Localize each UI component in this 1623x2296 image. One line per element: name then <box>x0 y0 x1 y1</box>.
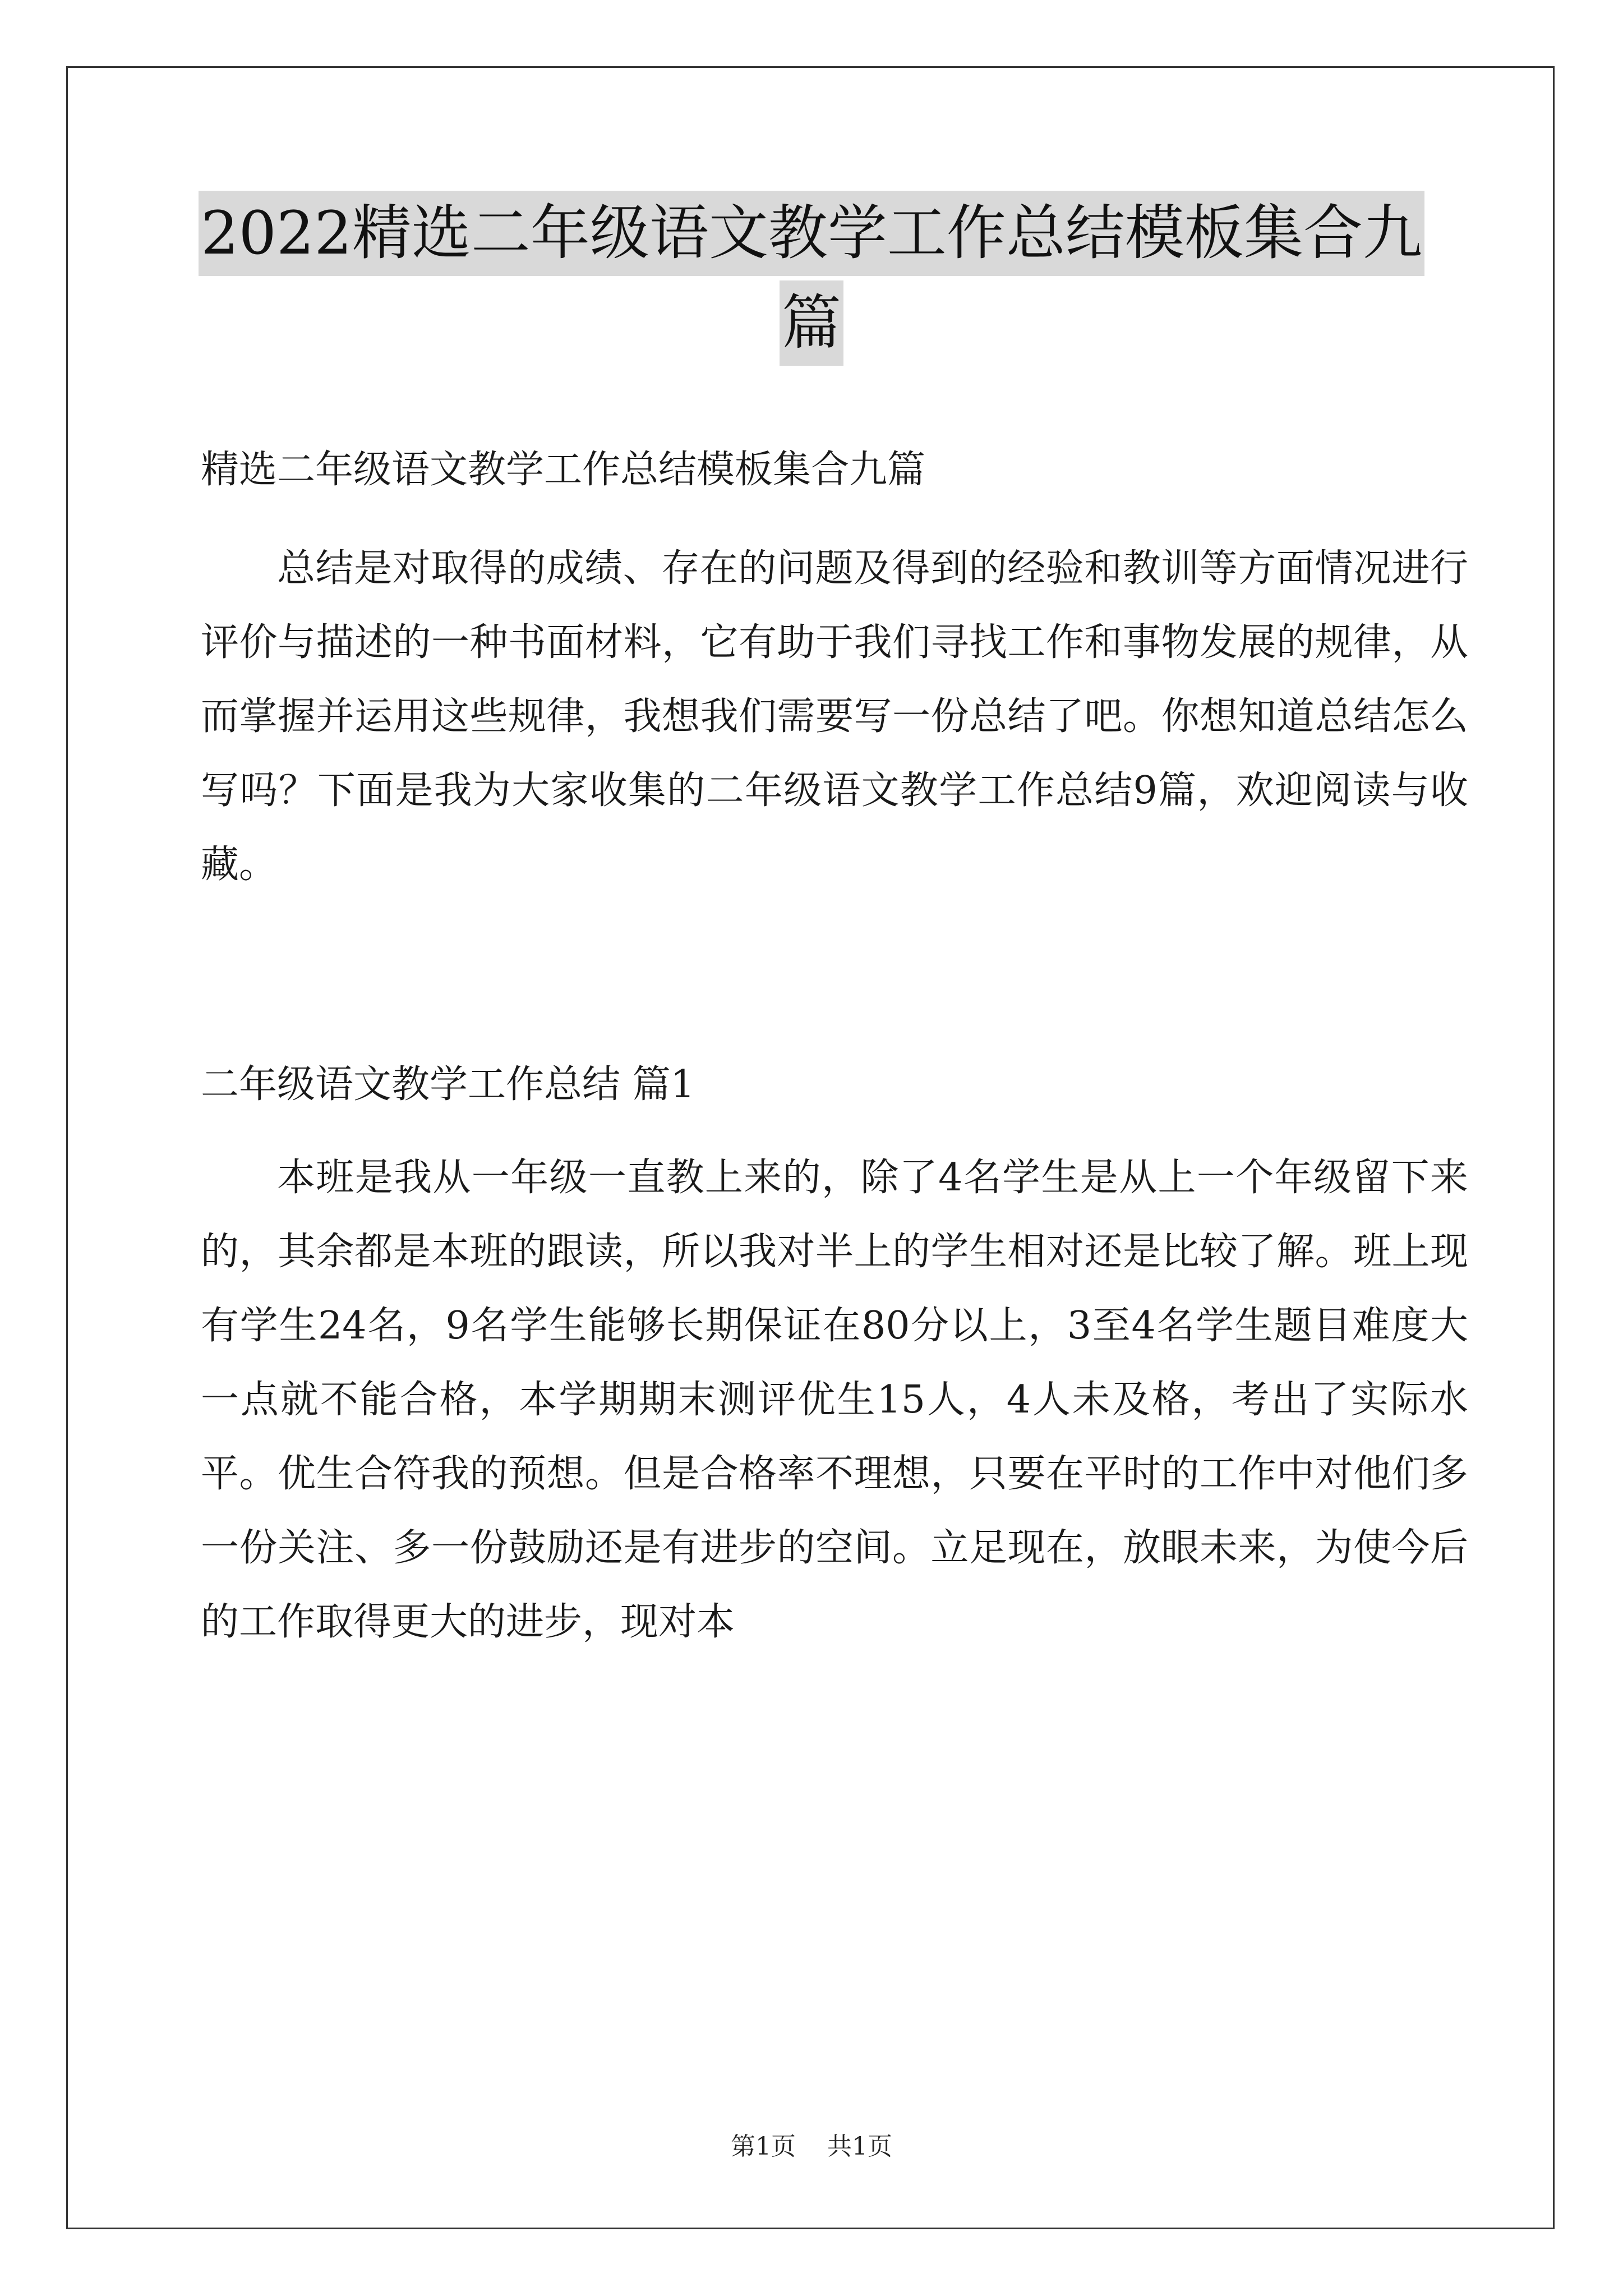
section-paragraph: 本班是我从一年级一直教上来的，除了4名学生是从上一个年级留下来的，其余都是本班的跟读，所以我对半上的学生相对还是比较了解。班上现有学生24名，9名学生能够长期保证在80分以上，3至4名学生题目难度大一点就不能合格，本学期期末测评优生15人，4人未及格，考出了实际水平。优生合符我的预想。但是合格率不理想，只要在平时的工作中对他们多一份关注、多一份鼓励还是有进步的空间。立足现在，放眼未来，为使今后的工作取得更大的进步，现对本 <box>201 1156 1468 1644</box>
title-line-1: 2022精选二年级语文教学工作总结模板集合九 <box>199 191 1424 276</box>
section-heading: 二年级语文教学工作总结 篇1 <box>201 1062 695 1107</box>
title-line-2: 篇 <box>780 280 843 366</box>
document-title <box>168 191 1455 366</box>
document-subtitle: 精选二年级语文教学工作总结模板集合九篇 <box>201 448 926 492</box>
intro-paragraph: 总结是对取得的成绩、存在的问题及得到的经验和教训等方面情况进行评价与描述的一种书面材料，它有助于我们寻找工作和事物发展的规律，从而掌握并运用这些规律，我想我们需要写一份总结了吧。你想知道总结怎么写吗？下面是我为大家收集的二年级语文教学工作总结9篇，欢迎阅读与收藏。 <box>201 546 1468 887</box>
page-footer: 第1页 共1页 <box>731 2132 892 2161</box>
document-body <box>201 433 1468 1659</box>
